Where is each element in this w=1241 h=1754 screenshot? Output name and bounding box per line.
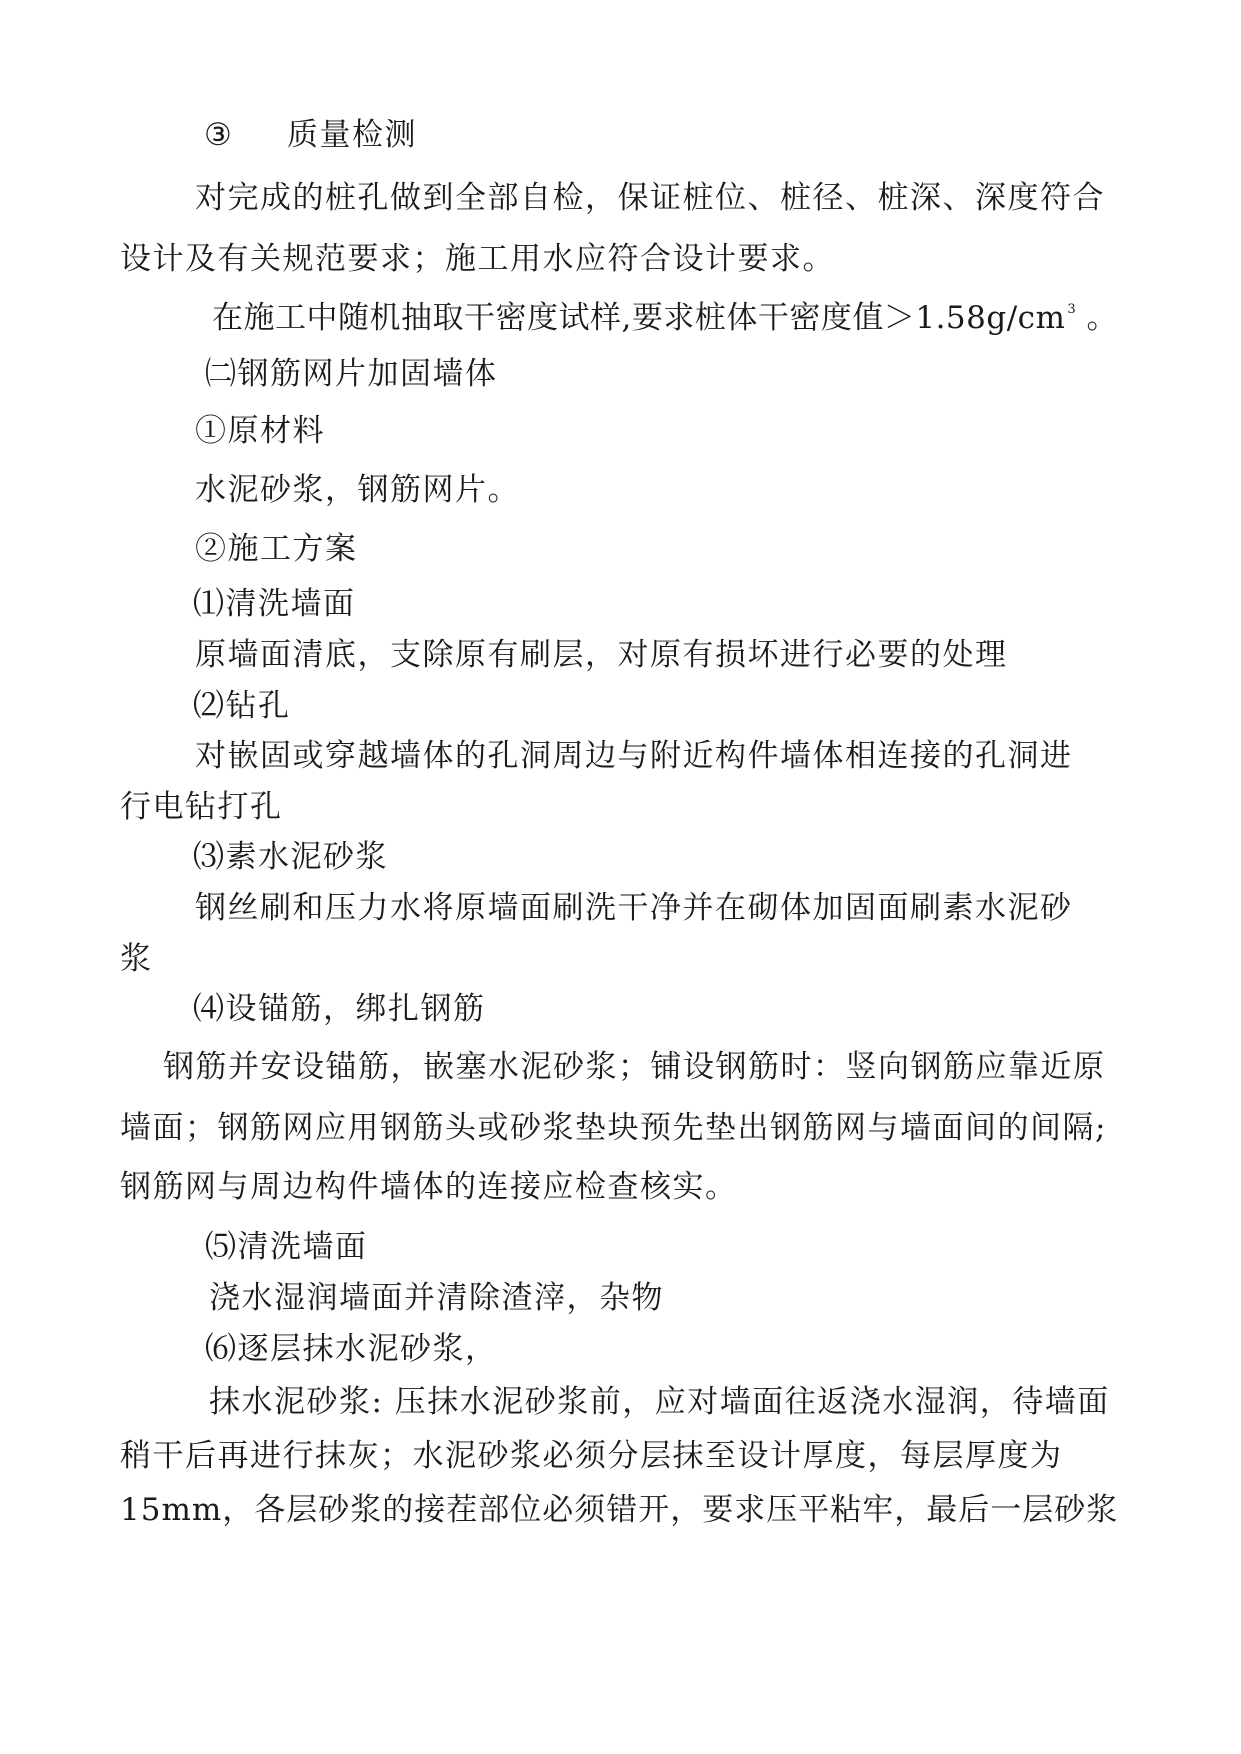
period: 。	[1076, 300, 1119, 336]
step-text: 浇水湿润墙面并清除渣滓，杂物	[209, 1280, 664, 1316]
step-text: 对嵌固或穿越墙体的孔洞周边与附近构件墙体相连接的孔洞进	[195, 738, 1073, 774]
materials-text: 水泥砂浆，钢筋网片。	[195, 472, 520, 508]
step-text: 15mm，各层砂浆的接茬部位必须错开，要求压平粘牢，最后一层砂浆	[120, 1492, 1119, 1528]
superscript: 3	[1067, 302, 1077, 317]
step-text: 墙面；钢筋网应用钢筋头或砂浆垫块预先垫出钢筋网与墙面间的间隔;	[120, 1110, 1107, 1146]
step-text: 钢筋网与周边构件墙体的连接应检查核实。	[120, 1169, 738, 1205]
density-text: 在施工中随机抽取干密度试样,要求桩体干密度值＞1.58g/cm	[212, 300, 1066, 336]
step-text: 行电钻打孔	[120, 789, 283, 825]
section-title: ㈡钢筋网片加固墙体	[205, 356, 498, 392]
section-number: ③	[204, 117, 234, 153]
step-title: ⑶素水泥砂浆	[193, 839, 388, 875]
step-text: 抹水泥砂浆: 压抹水泥砂浆前，应对墙面往返浇水湿润，待墙面	[209, 1384, 1110, 1420]
paragraph-line: 设计及有关规范要求；施工用水应符合设计要求。	[120, 241, 835, 277]
step-text: 钢丝刷和压力水将原墙面刷洗干净并在砌体加固面刷素水泥砂	[195, 890, 1073, 926]
density-requirement	[212, 300, 1119, 336]
subheading-plan: ②施工方案	[195, 531, 358, 567]
subheading-materials: ①原材料	[195, 413, 325, 449]
step-text: 钢筋并安设锚筋，嵌塞水泥砂浆；铺设钢筋时：竖向钢筋应靠近原	[163, 1049, 1106, 1085]
step-title: ⑷设锚筋，绑扎钢筋	[193, 991, 486, 1027]
step-title: ⑹逐层抹水泥砂浆，	[205, 1331, 498, 1367]
step-title: ⑴清洗墙面	[193, 586, 356, 622]
step-text: 稍干后再进行抹灰；水泥砂浆必须分层抹至设计厚度，每层厚度为	[120, 1438, 1063, 1474]
step-title: ⑸清洗墙面	[205, 1229, 368, 1265]
paragraph-line: 对完成的桩孔做到全部自检，保证桩位、桩径、桩深、深度符合	[195, 180, 1105, 216]
step-title: ⑵钻孔	[193, 688, 291, 724]
step-text: 原墙面清底，支除原有刷层，对原有损坏进行必要的处理	[195, 637, 1008, 673]
step-text: 浆	[120, 941, 153, 977]
section-heading: 质量检测	[287, 117, 417, 153]
